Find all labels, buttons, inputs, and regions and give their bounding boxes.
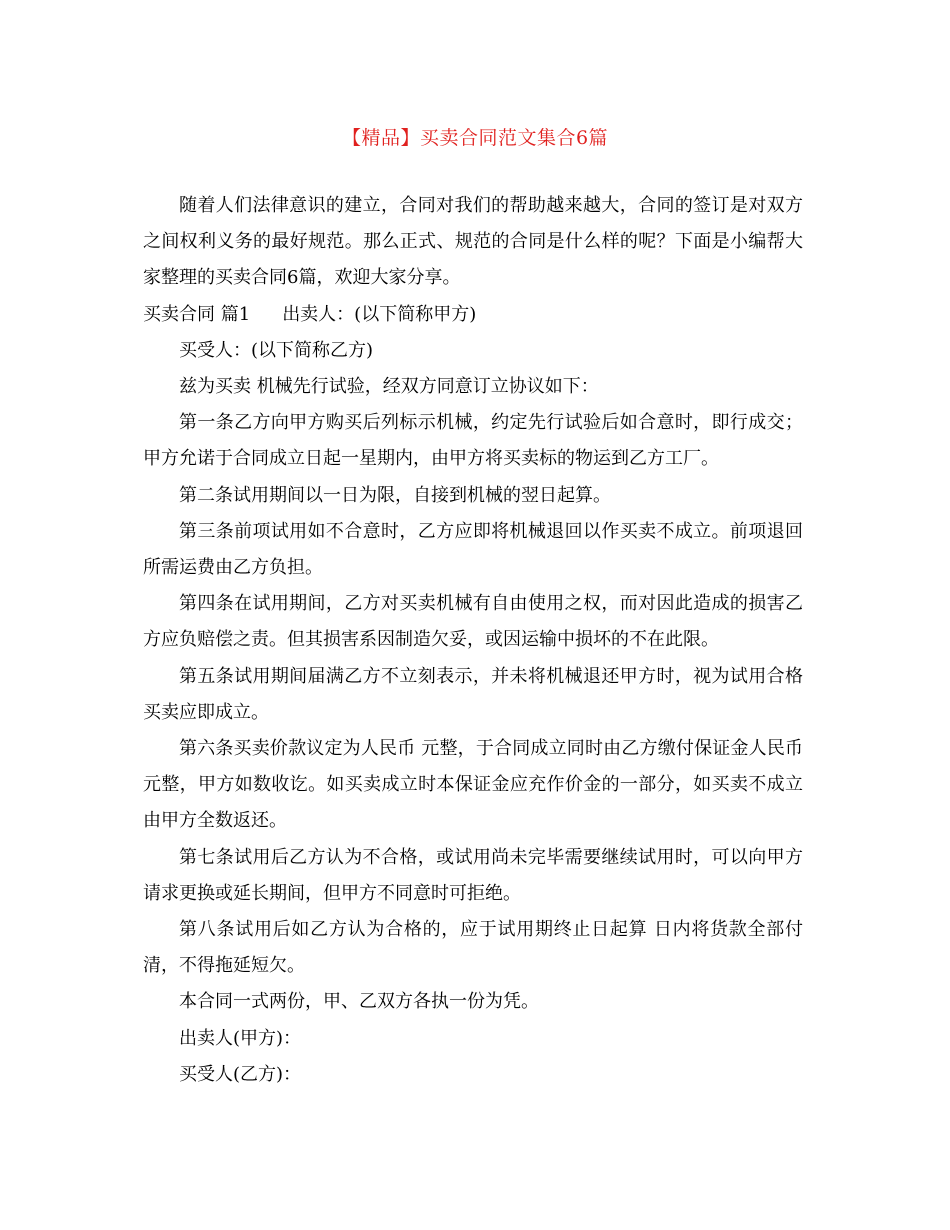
body-paragraph: 第一条乙方向甲方购买后列标示机械，约定先行试验后如合意时，即行成交；甲方允诺于合同成立日起一星期内，由甲方将买卖标的物运到乙方工厂。 bbox=[143, 412, 803, 470]
body-paragraph: 第七条试用后乙方认为不合格，或试用尚未完毕需要继续试用时，可以向甲方请求更换或延长期间，但甲方不同意时可拒绝。 bbox=[143, 846, 803, 904]
seller-line: 出卖人：(以下简称甲方) bbox=[282, 303, 477, 325]
body-paragraph: 兹为买卖 机械先行试验，经双方同意订立协议如下： bbox=[179, 376, 599, 398]
signature-seller: 出卖人(甲方)： bbox=[179, 1027, 302, 1049]
body-paragraph: 第六条买卖价款议定为人民币 元整，于合同成立同时由乙方缴付保证金人民币元整，甲方如数收讫。如买卖成立时本保证金应充作价金的一部分，如买卖不成立由甲方全数返还。 bbox=[143, 738, 803, 832]
body-paragraph: 本合同一式两份，甲、乙双方各执一份为凭。 bbox=[179, 991, 539, 1013]
section-heading-line bbox=[143, 297, 803, 333]
body-paragraph: 第四条在试用期间，乙方对买卖机械有自由使用之权，而对因此造成的损害乙方应负赔偿之责。但其损害系因制造欠妥，或因运输中损坏的不在此限。 bbox=[143, 593, 803, 651]
body-paragraph: 第五条试用期间届满乙方不立刻表示，并未将机械退还甲方时，视为试用合格买卖应即成立。 bbox=[143, 665, 803, 723]
document-body bbox=[143, 188, 803, 1093]
signature-buyer: 买受人(乙方)： bbox=[179, 1063, 302, 1085]
body-paragraph: 买受人：(以下简称乙方) bbox=[179, 339, 374, 361]
body-paragraph: 第二条试用期间以一日为限，自接到机械的翌日起算。 bbox=[179, 484, 611, 506]
section-heading: 买卖合同 篇1 bbox=[143, 303, 251, 325]
body-paragraph: 第三条前项试用如不合意时，乙方应即将机械退回以作买卖不成立。前项退回所需运费由乙方负担。 bbox=[143, 520, 803, 579]
intro-paragraph: 随着人们法律意识的建立，合同对我们的帮助越来越大，合同的签订是对双方之间权利义务的最好规范。那么正式、规范的合同是什么样的呢？下面是小编帮大家整理的买卖合同6篇，欢迎大家分享。 bbox=[143, 195, 803, 289]
body-paragraph: 第八条试用后如乙方认为合格的，应于试用期终止日起算 日内将货款全部付清，不得拖延短欠。 bbox=[143, 919, 803, 977]
document-title: 【精品】买卖合同范文集合6篇 bbox=[341, 127, 609, 149]
